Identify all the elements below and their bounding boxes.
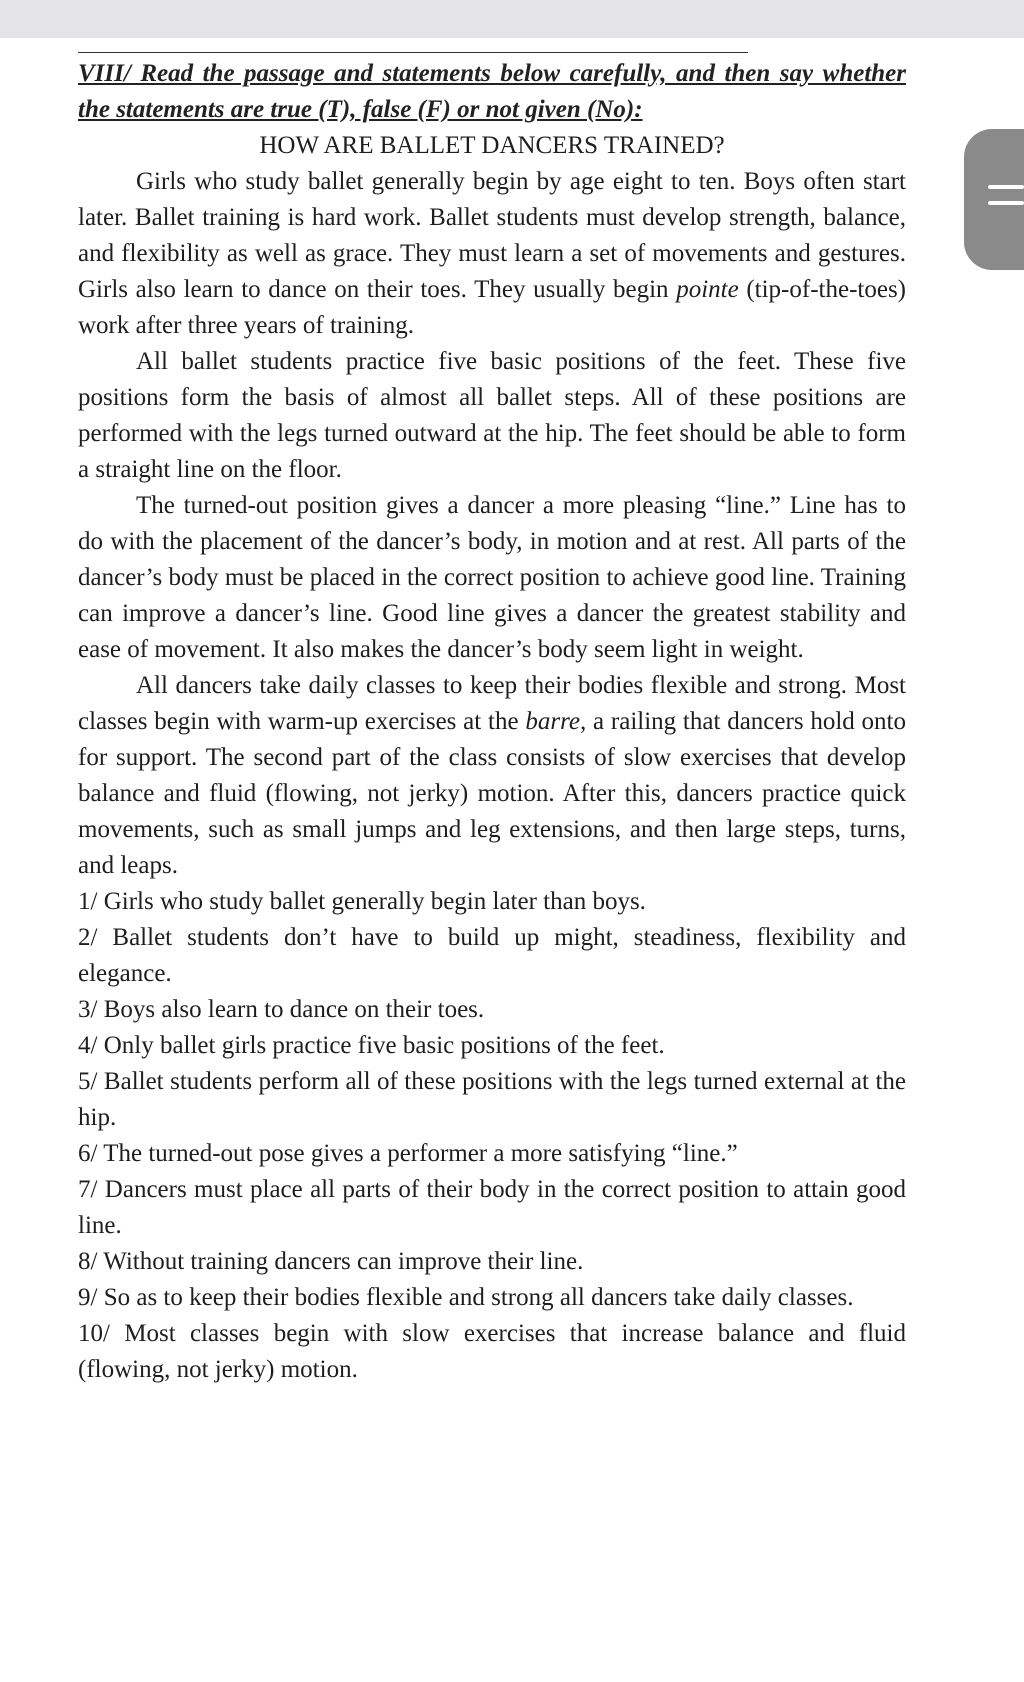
statement-8: 8/ Without training dancers can improve their line. [78, 1248, 584, 1275]
paragraph-4 [78, 668, 906, 884]
worksheet [78, 56, 906, 1388]
instruction-heading: VIII/ Read the passage and statements below carefully, and then say whether the statements are true (T), false (F) or not given (No): [78, 60, 906, 123]
paragraph-4-text-b: a railing that dancers hold onto for support. The second part of the class consists of slow exercises that develop balance and fluid (flowing, not jerky) motion. After this, dancers practice quick movements, such as small jumps and leg extensions, and then large steps, turns, and leaps. [78, 708, 907, 879]
scroll-handle[interactable] [964, 129, 1024, 270]
top-cropped-strip [0, 0, 1024, 38]
paragraph-1-text-b: (tip-of-the-toes) work after three years of training. [78, 276, 906, 339]
paragraph-1 [78, 164, 906, 344]
paragraph-1-text-a: Girls who study ballet generally begin by age eight to ten. Boys often start later. Ballet training is hard work. Ballet students must develop strength, balance, and flexibility as well as grace. They must learn a set of movements and gestures. Girls also learn to dance on their toes. They usually begin [78, 168, 906, 303]
paragraph-2: All ballet students practice five basic positions of the feet. These five positions form the basis of almost all ballet steps. All of these positions are performed with the legs turned outward at the hip. The feet should be able to form a straight line on the floor. [78, 348, 906, 483]
grip-line-icon [988, 201, 1024, 205]
paragraph-4-text-a: All dancers take daily classes to keep their bodies flexible and strong. Most classes begin with warm-up exercises at the [78, 672, 906, 735]
term-pointe: pointe [676, 276, 739, 303]
statement-4: 4/ Only ballet girls practice five basic positions of the feet. [78, 1032, 665, 1059]
statement-6: 6/ The turned-out pose gives a performer a more satisfying “line.” [78, 1140, 738, 1167]
statement-2: 2/ Ballet students don’t have to build up might, steadiness, flexibility and elegance. [78, 924, 906, 987]
grip-line-icon [988, 185, 1024, 189]
statement-9: 9/ So as to keep their bodies flexible and strong all dancers take daily classes. [78, 1284, 854, 1311]
statement-7: 7/ Dancers must place all parts of their body in the correct position to attain good line. [78, 1176, 906, 1239]
term-barre: barre, [525, 708, 587, 735]
statement-10: 10/ Most classes begin with slow exercises that increase balance and fluid (flowing, not jerky) motion. [78, 1320, 906, 1383]
passage-title: HOW ARE BALLET DANCERS TRAINED? [259, 132, 725, 159]
statement-1: 1/ Girls who study ballet generally begin later than boys. [78, 888, 646, 915]
statement-list [78, 884, 906, 1388]
paragraph-3: The turned-out position gives a dancer a more pleasing “line.” Line has to do with the placement of the dancer’s body, in motion and at rest. All parts of the dancer’s body must be placed in the correct position to achieve good line. Training can improve a dancer’s line. Good line gives a dancer the greatest stability and ease of movement. It also makes the dancer’s body seem light in weight. [78, 492, 906, 663]
top-divider-line [78, 52, 748, 53]
statement-3: 3/ Boys also learn to dance on their toes. [78, 996, 485, 1023]
statement-5: 5/ Ballet students perform all of these positions with the legs turned external at the hip. [78, 1068, 906, 1131]
